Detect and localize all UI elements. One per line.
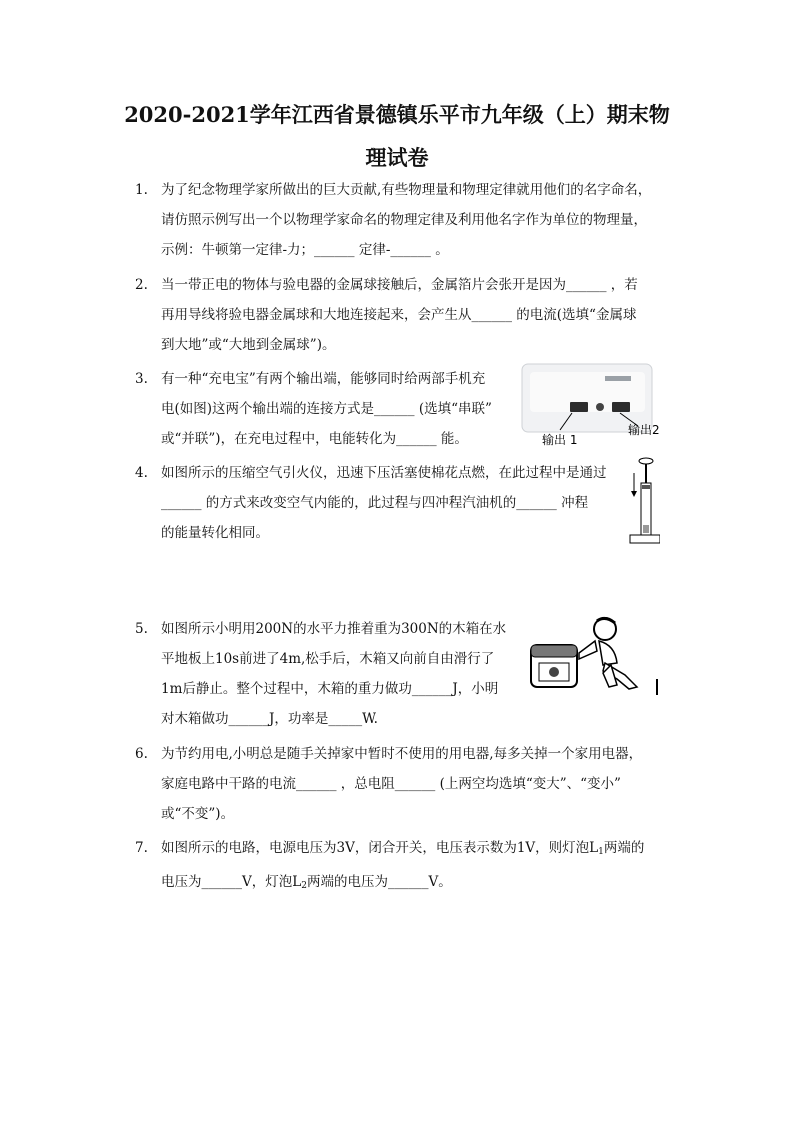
subscript: 2: [301, 881, 307, 891]
question-text-line: 1m后静止。整个过程中，木箱的重力做功______J，小明: [161, 681, 499, 697]
question-text-line: 或“并联”)，在充电过程中，电能转化为______ 能。: [161, 431, 468, 447]
question-text-line: 为了纪念物理学家所做出的巨大贡献,有些物理量和物理定律就用他们的名字命名，: [161, 182, 652, 198]
question-text-line: 当一带正电的物体与验电器的金属球接触后，金属箔片会张开是因为______ ，若: [161, 277, 638, 293]
air-igniter-figure: [626, 455, 660, 547]
question-number: 3.: [135, 371, 148, 387]
question-text-line: [161, 867, 644, 901]
question-text-line: [161, 833, 644, 867]
question-text-line: 平地板上10s前进了4m,松手后，木箱又向前自由滑行了: [161, 651, 495, 667]
pushing-box-figure: [525, 615, 660, 697]
q7-line1-text: 如图所示的电路，电源电压为3V，闭合开关，电压表示数为1V，则灯泡L: [161, 840, 599, 856]
question-text-line: 如图所示小明用200N的水平力推着重为300N的木箱在水: [161, 621, 507, 637]
q7-line2-tail: 两端的电压为______V。: [306, 874, 452, 890]
label-output-1: 输出 1: [542, 433, 578, 447]
question-text-line: 如图所示的压缩空气引火仪，迅速下压活塞使棉花点燃，在此过程中是通过: [161, 465, 607, 481]
question-number: 6.: [135, 746, 148, 762]
question-number: 5.: [135, 621, 148, 637]
power-bank-figure: [520, 362, 670, 452]
question-text-line: 到大地”或“大地到金属球”)。: [161, 337, 336, 353]
question-text-line: 再用导线将验电器金属球和大地连接起来，会产生从______ 的电流(选填“金属球: [161, 307, 637, 323]
question-number: 7.: [135, 840, 148, 856]
question-4: [135, 458, 607, 548]
page-title-line-1: 2020-2021学年江西省景德镇乐平市九年级（上）期末物: [124, 102, 670, 127]
question-3: [135, 364, 492, 454]
question-text-line: 对木箱做功______J，功率是_____W.: [161, 711, 378, 727]
question-text-line: ______ 的方式来改变空气内能的，此过程与四冲程汽油机的______ 冲程: [161, 495, 589, 511]
question-number: 4.: [135, 465, 148, 481]
label-output-2: 输出2: [628, 423, 660, 437]
question-7: [135, 833, 644, 901]
subscript: 1: [598, 847, 604, 857]
question-6: [135, 739, 642, 829]
question-text-line: 电(如图)这两个输出端的连接方式是______ (选填“串联”: [161, 401, 492, 417]
question-number: 1.: [135, 182, 148, 198]
question-1: [135, 175, 651, 265]
question-number: 2.: [135, 277, 148, 293]
question-text-line: 家庭电路中干路的电流______ ，总电阻______ (上两空均选填“变大”、“变小”: [161, 776, 621, 792]
question-text-line: 或“不变”)。: [161, 806, 235, 822]
question-5: [135, 614, 506, 734]
question-text-line: 有一种“充电宝”有两个输出端，能够同时给两部手机充: [161, 371, 486, 387]
question-text-line: 的能量转化相同。: [161, 525, 269, 541]
pushing-box-image: [525, 615, 660, 697]
q7-line2-text: 电压为______V，灯泡L: [161, 874, 302, 890]
power-bank-image: [520, 362, 670, 452]
question-text-line: 为节约用电,小明总是随手关掉家中暂时不使用的用电器,每多关掉一个家用电器，: [161, 746, 643, 762]
question-text-line: 请仿照示例写出一个以物理学家命名的物理定律及利用他名字作为单位的物理量，: [161, 212, 647, 228]
q7-line1-tail: 两端的: [603, 840, 645, 856]
question-2: [135, 270, 638, 360]
air-igniter-image: [626, 455, 660, 547]
page-title-line-2: 理试卷: [365, 145, 429, 170]
question-text-line: 示例：牛顿第一定律-力；______ 定律-______ 。: [161, 242, 449, 258]
